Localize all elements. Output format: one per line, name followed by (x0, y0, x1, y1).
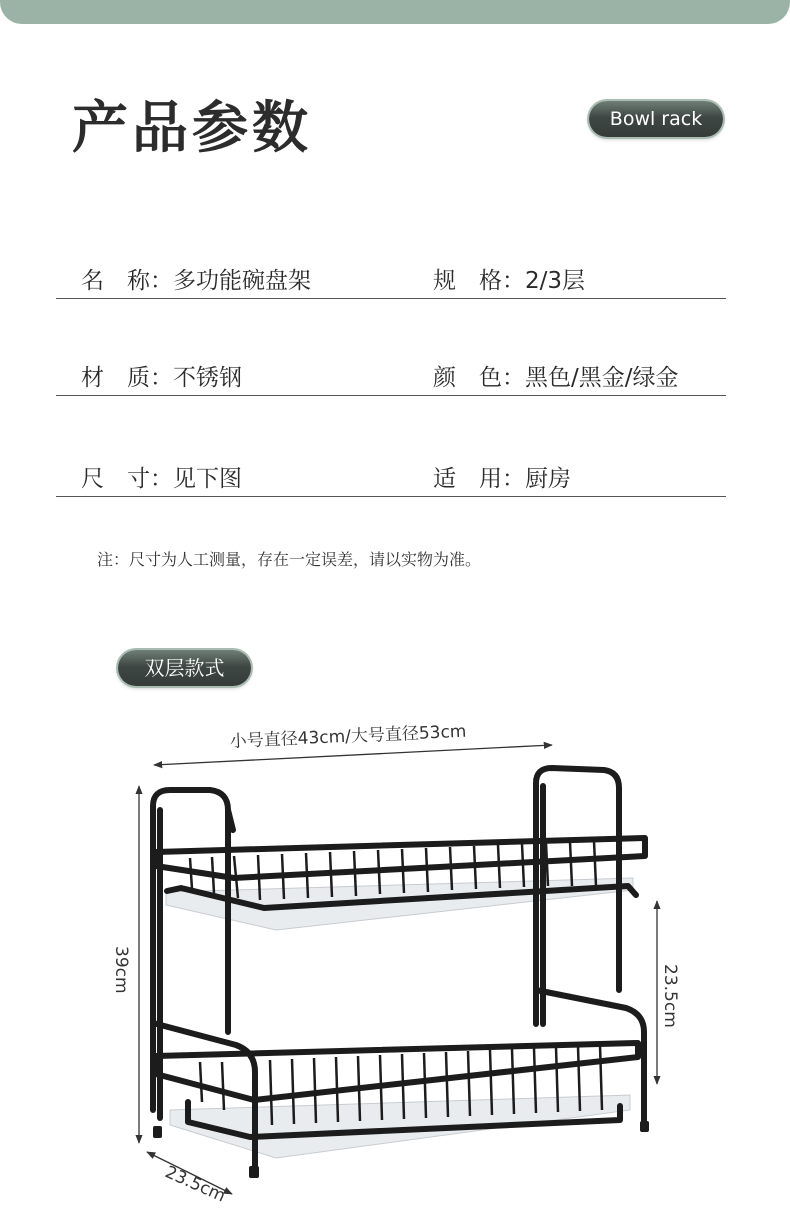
drip-trays (166, 878, 633, 1158)
spec-material (81, 359, 242, 392)
spec-row (56, 460, 726, 497)
spec-label: 规 格： (433, 268, 525, 294)
measurement-note: 注：尺寸为人工测量，存在一定误差，请以实物为准。 (97, 550, 482, 569)
spec-label: 名 称： (81, 268, 173, 294)
height-dimension-label: 39cm (111, 946, 131, 994)
spec-value: 黑色/黑金/绿金 (525, 365, 679, 391)
spec-label: 尺 寸： (81, 466, 173, 492)
spec-row (56, 359, 726, 396)
spec-value: 2/3层 (525, 268, 586, 294)
spec-name (81, 262, 311, 295)
spec-row (56, 262, 726, 299)
spec-label: 材 质： (81, 365, 173, 391)
spec-label: 适 用： (433, 466, 525, 492)
spec-dimensions (81, 460, 242, 493)
spec-value: 厨房 (525, 466, 571, 492)
rack-dimension-figure (0, 700, 790, 1231)
spec-size-class (433, 262, 585, 295)
spec-label: 颜 色： (433, 365, 525, 391)
spec-value: 不锈钢 (173, 365, 242, 391)
spec-usage (433, 460, 571, 493)
width-dimension-label: 小号直径43cm/大号直径53cm (229, 721, 467, 752)
tier-height-dimension-label: 23.5cm (660, 964, 680, 1028)
style-badge: 双层款式 (118, 650, 251, 686)
spec-value: 见下图 (173, 466, 242, 492)
top-decorative-bar (0, 0, 790, 24)
spec-color (433, 359, 679, 392)
spec-value: 多功能碗盘架 (173, 268, 311, 294)
page-title: 产品参数 (72, 96, 312, 161)
depth-dimension-label: 23.5cm (161, 1162, 229, 1207)
product-tag-badge: Bowl rack (589, 101, 723, 137)
